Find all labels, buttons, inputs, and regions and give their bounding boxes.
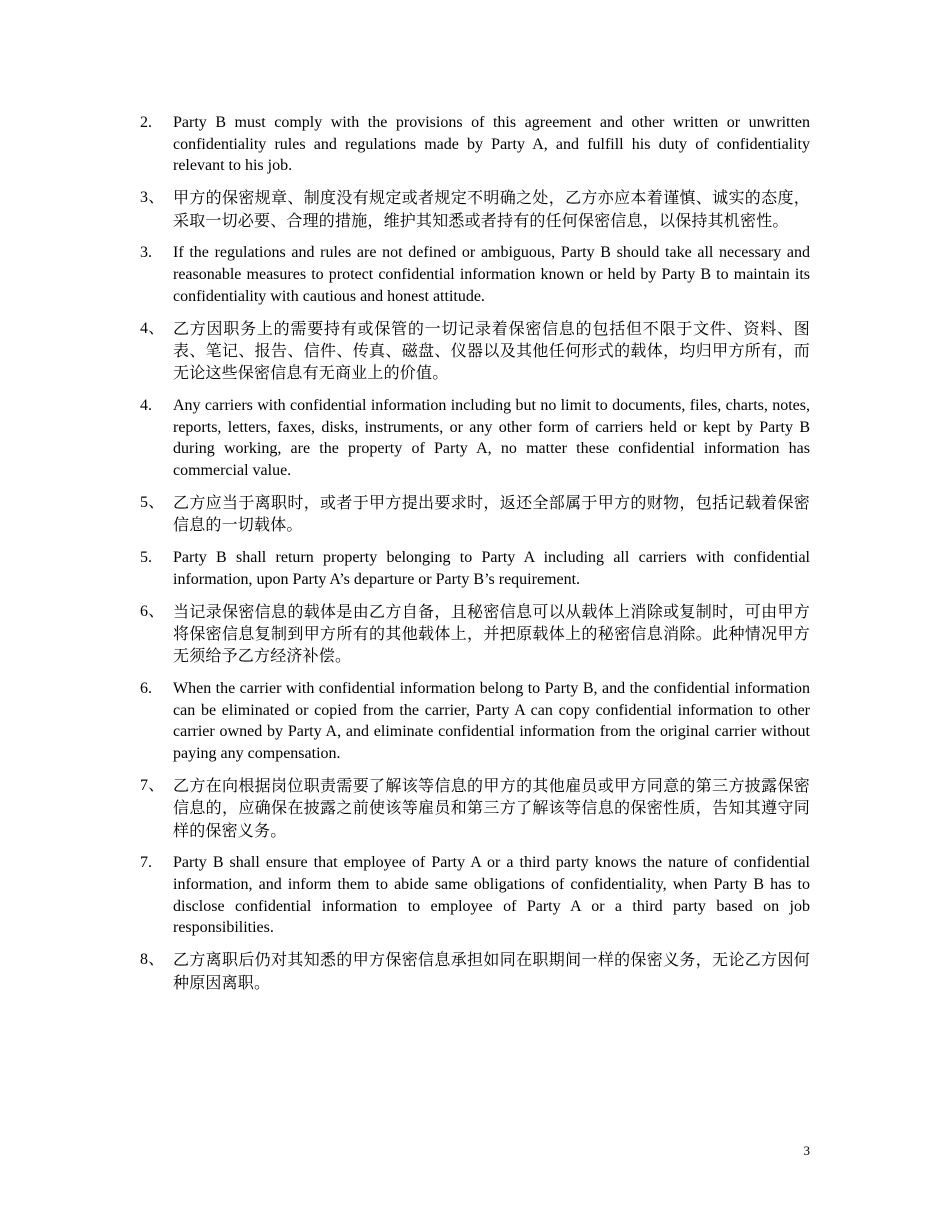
clause-7-zh (140, 775, 810, 842)
clause-text: 乙方应当于离职时，或者于甲方提出要求时，返还全部属于甲方的财物，包括记载着保密信息的一切载体。 (173, 492, 810, 535)
clause-number: 8、 (140, 951, 165, 969)
clause-text: Any carriers with confidential information including but no limit to documents, files, charts, notes, reports, letters, faxes, disks, instruments, or any other form of carriers held or kept by Party B during working, are the property of Party A, no matter these confidential information has commercial value. (173, 397, 810, 479)
clause-number: 6、 (140, 602, 165, 620)
clause-number: 3. (140, 244, 152, 262)
clause-7-en (140, 852, 810, 938)
clause-3-zh (140, 187, 810, 232)
clause-text: Party B shall ensure that employee of Party A or a third party knows the nature of confidential information, and inform them to abide same obligations of confidentiality, when Party B has to disclose confidential information to employee of Party A or a third party based on job responsibilities. (173, 854, 810, 937)
clause-list (140, 112, 810, 1004)
clause-5-zh (140, 492, 810, 537)
page-number: 3 (803, 1143, 810, 1158)
clause-8-zh (140, 949, 810, 994)
clause-text: If the regulations and rules are not defined or ambiguous, Party B should take all necessary and reasonable measures to protect confidential information known or held by Party B to maintain its confidentiality with cautious and honest attitude. (173, 244, 810, 305)
clause-number: 7. (140, 854, 152, 872)
clause-6-zh (140, 601, 810, 668)
clause-number: 4、 (140, 319, 165, 337)
clause-4-zh (140, 318, 810, 385)
clause-3-en (140, 242, 810, 307)
clause-text: 甲方的保密规章、制度没有规定或者规定不明确之处，乙方亦应本着谨慎、诚实的态度，采取一切必要、合理的措施，维护其知悉或者持有的任何保密信息，以保持其机密性。 (173, 188, 810, 230)
clause-4-en (140, 395, 810, 481)
clause-text: Party B must comply with the provisions of this agreement and other written or unwritten confidentiality rules and regulations made by Party A, and fulfill his duty of confidentiality relevant to his job. (173, 114, 810, 175)
clause-text: 乙方在向根据岗位职责需要了解该等信息的甲方的其他雇员或甲方同意的第三方披露保密信息的，应确保在披露之前使该等雇员和第三方了解该等信息的保密性质，告知其遵守同样的保密义务。 (173, 775, 810, 840)
clause-text: 当记录保密信息的载体是由乙方自备，且秘密信息可以从载体上消除或复制时，可由甲方将保密信息复制到甲方所有的其他载体上，并把原载体上的秘密信息消除。此种情况甲方无须给予乙方经济补偿。 (173, 601, 810, 666)
clause-text: Party B shall return property belonging to Party A including all carriers with confidential information, upon Party A’s departure or Party B’s requirement. (173, 549, 810, 588)
clause-text: When the carrier with confidential information belong to Party B, and the confidential information can be eliminated or copied from the carrier, Party A can copy confidential information to other carrier owned by Party A, and eliminate confidential information from the original carrier without paying any compensation. (173, 680, 810, 762)
clause-number: 5. (140, 549, 152, 567)
clause-text: 乙方因职务上的需要持有或保管的一切记录着保密信息的包括但不限于文件、资料、图表、笔记、报告、信件、传真、磁盘、仪器以及其他任何形式的载体，均归甲方所有，而无论这些保密信息有无商业上的价值。 (173, 318, 810, 383)
clause-text: 乙方离职后仍对其知悉的甲方保密信息承担如同在职期间一样的保密义务，无论乙方因何种原因离职。 (173, 950, 810, 992)
clause-2-en (140, 112, 810, 177)
clause-number: 2. (140, 114, 152, 131)
clause-5-en (140, 547, 810, 590)
clause-number: 6. (140, 680, 152, 698)
clause-number: 7、 (140, 776, 165, 794)
clause-6-en (140, 678, 810, 764)
clause-number: 4. (140, 397, 152, 415)
clause-number: 5、 (140, 493, 165, 511)
clause-number: 3、 (140, 189, 165, 207)
